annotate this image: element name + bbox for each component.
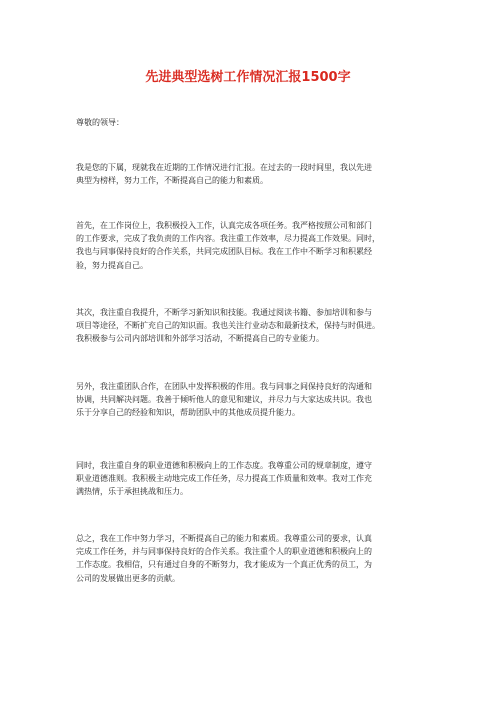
paragraph-line: 另外，我注重团队合作，在团队中发挥积极的作用。我与同事之间保持良好的沟通和 [76, 382, 372, 391]
paragraph-line: 的工作要求，完成了我负责的工作内容。我注重工作效率，尽力提高工作效果。同时， [76, 234, 380, 244]
paragraph-line: 公司的发展做出更多的贡献。 [76, 573, 180, 583]
paragraph-line: 乐于分享自己的经验和知识，帮助团队中的其他成员提升能力。 [76, 408, 300, 418]
paragraph-line: 首先，在工作岗位上，我积极投入工作，认真完成各项任务。我严格按照公司和部门 [76, 221, 372, 230]
paragraph-1 [76, 161, 428, 187]
paragraph-line: 总之，我在工作中努力学习，不断提高自己的能力和素质。我尊重公司的要求，认真 [76, 534, 372, 543]
paragraph-4 [76, 380, 428, 420]
paragraph-line: 同时，我注重自身的职业道德和积极向上的工作态度。我尊重公司的规章制度，遵守 [76, 461, 372, 470]
salutation: 尊敬的领导： [76, 118, 124, 127]
paragraph-5 [76, 459, 428, 499]
paragraph-2 [76, 219, 428, 272]
paragraph-line: 我是您的下属，现就我在近期的工作情况进行汇报。在过去的一段时间里，我以先进 [76, 163, 372, 172]
paragraph-line: 验，努力提高自己。 [76, 260, 148, 270]
paragraph-line: 工作态度。我相信，只有通过自身的不断努力，我才能成为一个真正优秀的员工，为 [76, 560, 372, 570]
paragraph-line: 协调，共同解决问题。我善于倾听他人的意见和建议，并尽力与大家达成共识。我也 [76, 395, 372, 405]
paragraph-line: 项目等途径，不断扩充自己的知识面。我也关注行业动态和最新技术，保持与时俱进。 [76, 321, 380, 331]
paragraph-line: 其次，我注重自我提升，不断学习新知识和技能。我通过阅读书籍、参加培训和参与 [76, 308, 372, 317]
paragraph-6 [76, 532, 428, 585]
paragraph-line: 我积极参与公司内部培训和外部学习活动，不断提高自己的专业能力。 [76, 334, 324, 344]
paragraph-line: 典型为榜样，努力工作，不断提高自己的能力和素质。 [76, 176, 268, 186]
paragraph-line: 完成工作任务，并与同事保持良好的合作关系。我注重个人的职业道德和积极向上的 [76, 547, 372, 557]
paragraph-line: 我也与同事保持良好的合作关系，共同完成团队目标。我在工作中不断学习和积累经 [76, 247, 372, 257]
paragraph-line: 职业道德准则。我积极主动地完成工作任务，尽力提高工作质量和效率。我对工作充 [76, 474, 372, 484]
document-title: 先进典型选树工作情况汇报1500字 [145, 70, 351, 85]
paragraph-line: 满热情，乐于承担挑战和压力。 [76, 487, 188, 497]
paragraph-3 [76, 306, 428, 346]
